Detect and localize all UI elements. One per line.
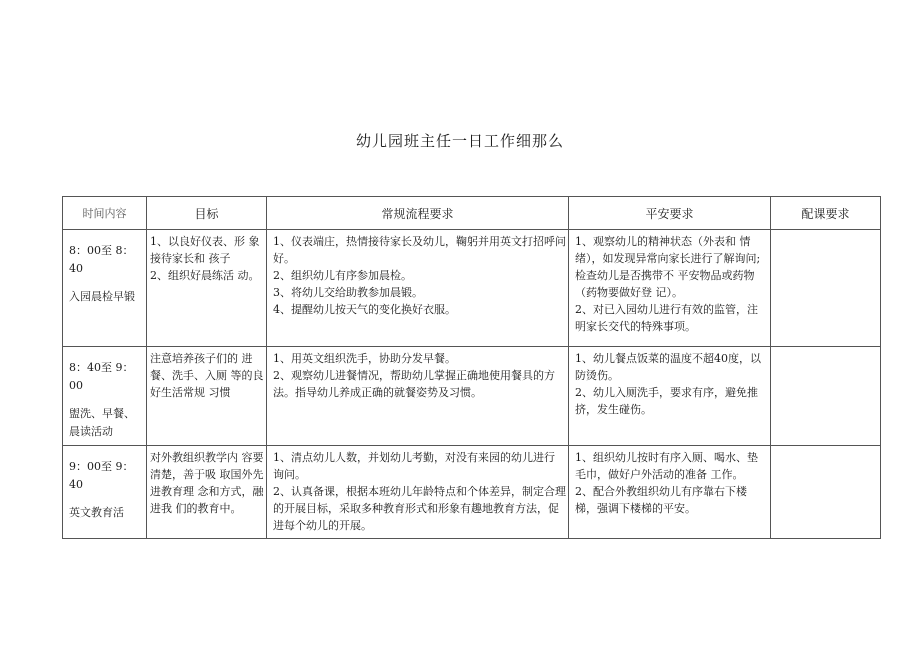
safety-item: 1、组织幼儿按时有序入厕、喝水、垫 毛巾，做好户外活动的准备 工作。: [575, 451, 758, 481]
process-item: 3、将幼儿交给助教参加晨锻。: [273, 286, 423, 299]
header-safety: 平安要求: [569, 197, 771, 230]
safety-item: 1、观察幼儿的精神状态（外表和 情绪），如发现异常向家长进行了解询问; 检查幼儿是否携带不 平安物品或药物（药物要做好登 记）。: [575, 235, 761, 299]
header-coclass: 配课要求: [771, 197, 881, 230]
process-item: 1、仪表端庄，热情接待家长及幼儿，鞠躬并用英文打招呼问好。: [273, 235, 566, 265]
process-item: 1、清点幼儿人数，并划幼儿考勤，对没有来园的幼儿进行 询问。: [273, 451, 555, 481]
header-time: 时间内容: [63, 197, 147, 230]
table-row: [63, 347, 881, 446]
safety-item: 2、幼儿入厕洗手，要求有序，避免推挤，发生碰伤。: [575, 386, 758, 416]
coclass-cell: [771, 347, 881, 446]
process-item: 2、组织幼儿有序参加晨检。: [273, 269, 412, 282]
process-item: 1、用英文组织洗手，协助分发早餐。: [273, 352, 456, 365]
header-row: [63, 197, 881, 230]
process-cell: [267, 347, 569, 446]
activity-name: 入园晨检早锻: [69, 290, 135, 303]
process-item: 2、认真备课，根据本班幼儿年龄特点和个体差异，制定合理的开展目标，采取多种教育形式和形象有趣地教育方法，促进每个幼儿的开展。: [273, 485, 566, 532]
safety-cell: [569, 446, 771, 539]
safety-item: 2、配合外教组织幼儿有序靠右下楼梯，强调下楼梯的平安。: [575, 485, 747, 515]
schedule-table: [62, 196, 881, 539]
safety-item: 1、幼儿餐点饭菜的温度不超40度，以防烫伤。: [575, 352, 761, 382]
coclass-cell: [771, 446, 881, 539]
goal-item: 注意培养孩子们的 进餐、洗手、入厕 等的良好生活常规 习惯: [150, 352, 264, 399]
process-item: 4、提醒幼儿按天气的变化换好衣服。: [273, 303, 456, 316]
header-process: 常规流程要求: [267, 197, 569, 230]
time-range: 8：40至 9：00: [69, 361, 134, 392]
time-cell: [63, 446, 147, 539]
activity-name: 英文教育活: [69, 506, 124, 519]
table-row: [63, 446, 881, 539]
page-title: 幼儿园班主任一日工作细那么: [355, 132, 564, 150]
process-item: 2、观察幼儿进餐情况，帮助幼儿掌握正确地使用餐具的方法。指导幼儿养成正确的就餐姿势及习惯。: [273, 369, 555, 399]
safety-cell: [569, 230, 771, 347]
time-range: 9：00至 9：40: [69, 460, 134, 491]
safety-cell: [569, 347, 771, 446]
header-goal: 目标: [147, 197, 267, 230]
coclass-cell: [771, 230, 881, 347]
goal-item: 2、组织好晨练活 动。: [150, 269, 260, 282]
process-cell: [267, 446, 569, 539]
safety-item: 2、对已入园幼儿进行有效的监管，注明家长交代的特殊事项。: [575, 303, 758, 333]
goal-cell: [147, 230, 267, 347]
goal-cell: [147, 347, 267, 446]
time-cell: [63, 347, 147, 446]
goal-cell: [147, 446, 267, 539]
activity-name: 盥洗、早餐、晨读活动: [69, 407, 135, 438]
process-cell: [267, 230, 569, 347]
goal-item: 1、以良好仪表、形 象接待家长和 孩子: [150, 235, 260, 265]
time-range: 8：00至 8：40: [69, 244, 134, 275]
table-row: [63, 230, 881, 347]
time-cell: [63, 230, 147, 347]
goal-item: 对外教组织教学内 容要清楚，善于吸 取国外先进教育理 念和方式，融进我 们的教育中。: [150, 451, 264, 515]
